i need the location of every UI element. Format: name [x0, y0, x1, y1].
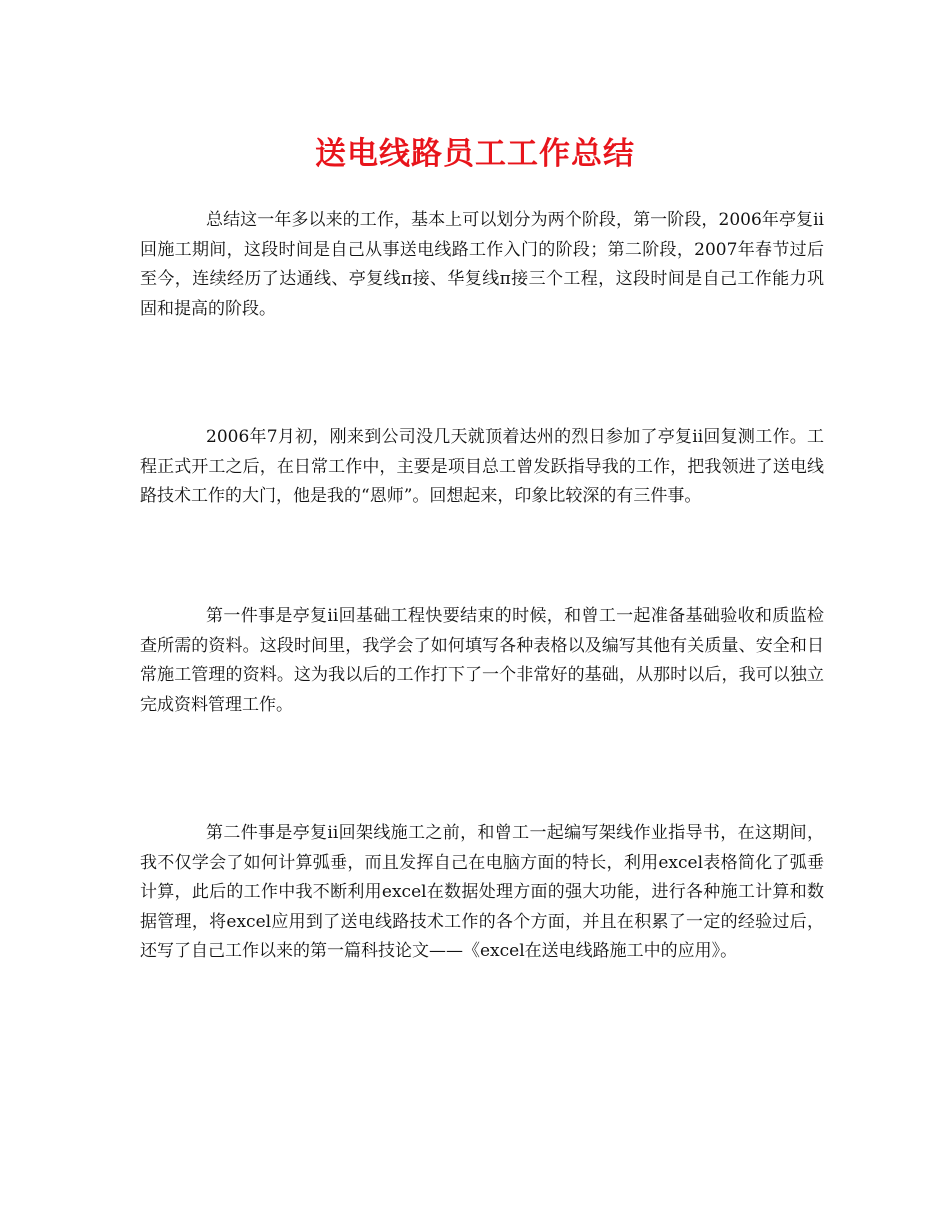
paragraph-first-event: 第一件事是亭复ii回基础工程快要结束的时候，和曾工一起准备基础验收和质监检查所需的资料。这段时间里，我学会了如何填写各种表格以及编写其他有关质量、安全和日常施工管理的资料。这为我以后的工作打下了一个非常好的基础，从那时以后，我可以独立完成资料管理工作。	[140, 606, 824, 715]
paragraph-second-event: 第二件事是亭复ii回架线施工之前，和曾工一起编写架线作业指导书，在这期间，我不仅学会了如何计算弧垂，而且发挥自己在电脑方面的特长，利用excel表格简化了弧垂计算，此后的工作中我不断利用excel在数据处理方面的强大功能，进行各种施工计算和数据管理，将excel应用到了送电线路技术工作的各个方面，并且在积累了一定的经验过后，还写了自己工作以来的第一篇科技论文——《excel在送电线路施工中的应用》。	[140, 823, 824, 961]
document-title: 送电线路员工工作总结	[315, 136, 635, 172]
paragraph-summary-intro: 总结这一年多以来的工作，基本上可以划分为两个阶段，第一阶段，2006年亭复ii回施工期间，这段时间是自己从事送电线路工作入门的阶段；第二阶段，2007年春节过后至今，连续经历了达通线、亭复线π接、华复线π接三个工程，这段时间是自己工作能力巩固和提高的阶段。	[140, 210, 824, 319]
paragraph-first-work: 2006年7月初，刚来到公司没几天就顶着达州的烈日参加了亭复ii回复测工作。工程正式开工之后，在日常工作中，主要是项目总工曾发跃指导我的工作，把我领进了送电线路技术工作的大门，他是我的“恩师”。回想起来，印象比较深的有三件事。	[140, 427, 824, 506]
